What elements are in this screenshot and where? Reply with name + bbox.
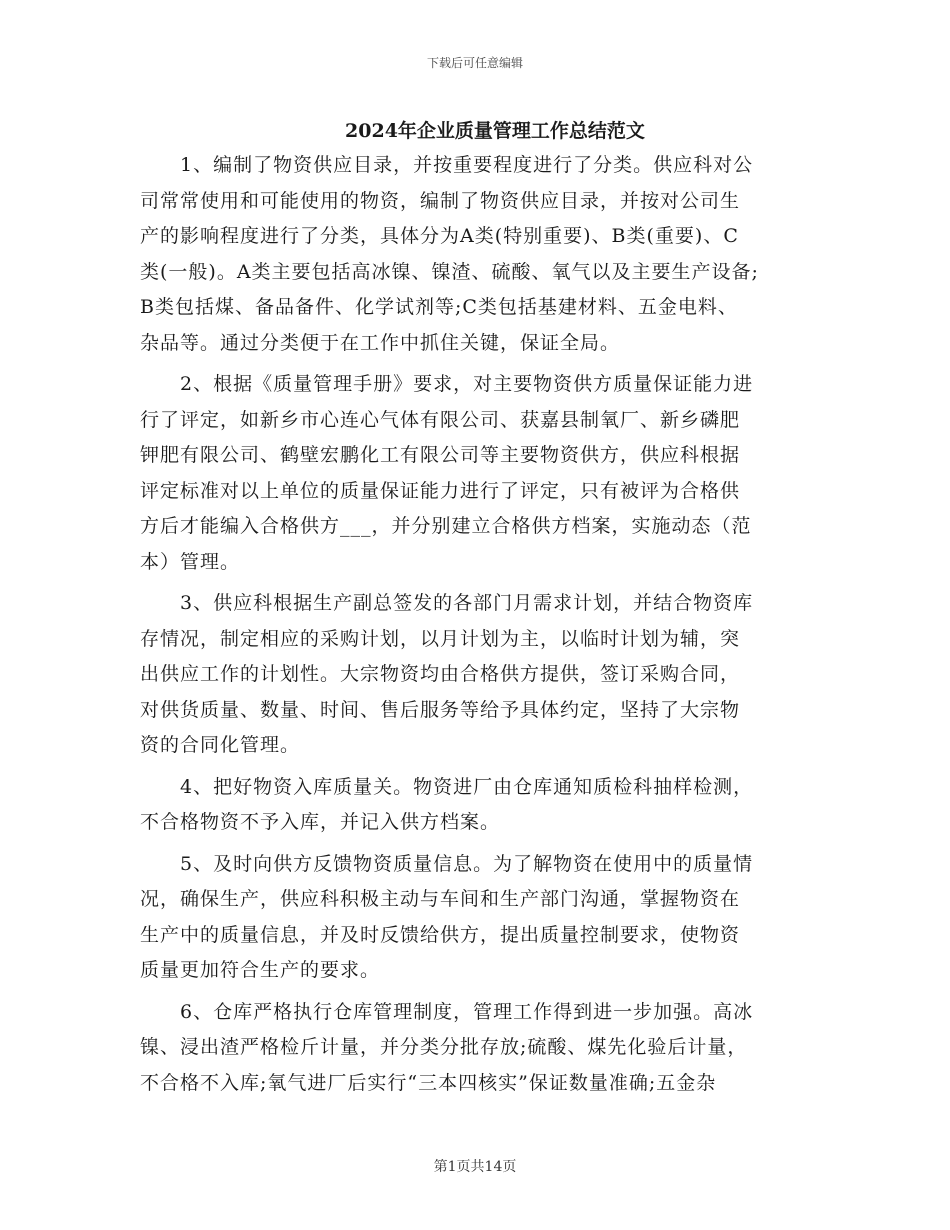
text-line: 评定标准对以上单位的质量保证能力进行了评定，只有被评为合格供: [140, 479, 741, 502]
text-line: 6、仓库严格执行仓库管理制度，管理工作得到进一步加强。高冰: [140, 1000, 754, 1023]
text-line: 不合格物资不予入库，并记入供方档案。: [140, 811, 501, 833]
page-footer: 第1页共14页: [433, 1159, 517, 1175]
text-line: 2、根据《质量管理手册》要求，对主要物资供方质量保证能力进: [140, 373, 754, 395]
paragraph-6: [140, 995, 820, 1102]
text-line: B类包括煤、备品备件、化学试剂等;C类包括基建材料、五金电料、: [140, 296, 738, 318]
text-line: 1、编制了物资供应目录，并按重要程度进行了分类。供应科对公: [140, 154, 754, 176]
text-line: 类(一般)。A类主要包括高冰镍、镍渣、硫酸、氧气以及主要生产设备;: [140, 260, 759, 283]
paragraph-3: [140, 586, 820, 764]
text-line: 钾肥有限公司、鹤壁宏鹏化工有限公司等主要物资供方，供应科根据: [140, 444, 741, 466]
header-note: 下载后可任意编辑: [426, 56, 523, 70]
text-line: 4、把好物资入库质量关。物资进厂由仓库通知质检科抽样检测，: [140, 775, 754, 798]
text-line: 镍、浸出渣严格检斤计量，并分类分批存放;硫酸、煤先化验后计量，: [140, 1036, 748, 1058]
paragraph-1: [140, 148, 820, 361]
text-line: 杂品等。通过分类便于在工作中抓住关键，保证全局。: [140, 331, 621, 354]
text-line: 不合格不入库;氧气进厂后实行“三本四核实”保证数量准确;五金杂: [140, 1071, 717, 1094]
paragraph-4: [140, 770, 820, 841]
paragraph-5: [140, 847, 820, 989]
document-title: 2024年企业质量管理工作总结范文: [345, 120, 645, 142]
text-line: 资的合同化管理。: [140, 734, 301, 756]
text-line: 存情况，制定相应的采购计划，以月计划为主，以临时计划为辅，突: [140, 627, 741, 650]
text-line: 5、及时向供方反馈物资质量信息。为了解物资在使用中的质量情: [140, 852, 754, 875]
text-line: 况，确保生产，供应科积极主动与车间和生产部门沟通，掌握物资在: [140, 888, 741, 910]
text-line: 3、供应科根据生产副总签发的各部门月需求计划，并结合物资库: [140, 592, 754, 614]
paragraph-2: [140, 367, 820, 580]
text-line: 行了评定，如新乡市心连心气体有限公司、获嘉县制氧厂、新乡磷肥: [140, 408, 741, 431]
text-line: 产的影响程度进行了分类，具体分为A类(特别重要)、B类(重要)、C: [140, 225, 739, 247]
text-line: 司常常使用和可能使用的物资，编制了物资供应目录，并按对公司生: [140, 189, 741, 212]
text-line: 出供应工作的计划性。大宗物资均由合格供方提供，签订采购合同，: [140, 663, 741, 685]
document-body: [140, 148, 820, 1101]
text-line: 方后才能编入合格供方___，并分别建立合格供方档案，实施动态（范: [140, 515, 752, 537]
text-line: 本）管理。: [140, 550, 241, 573]
text-line: 对供货质量、数量、时间、售后服务等给予具体约定，坚持了大宗物: [140, 698, 741, 721]
text-line: 质量更加符合生产的要求。: [140, 959, 381, 981]
text-line: 生产中的质量信息，并及时反馈给供方，提出质量控制要求，使物资: [140, 923, 741, 946]
